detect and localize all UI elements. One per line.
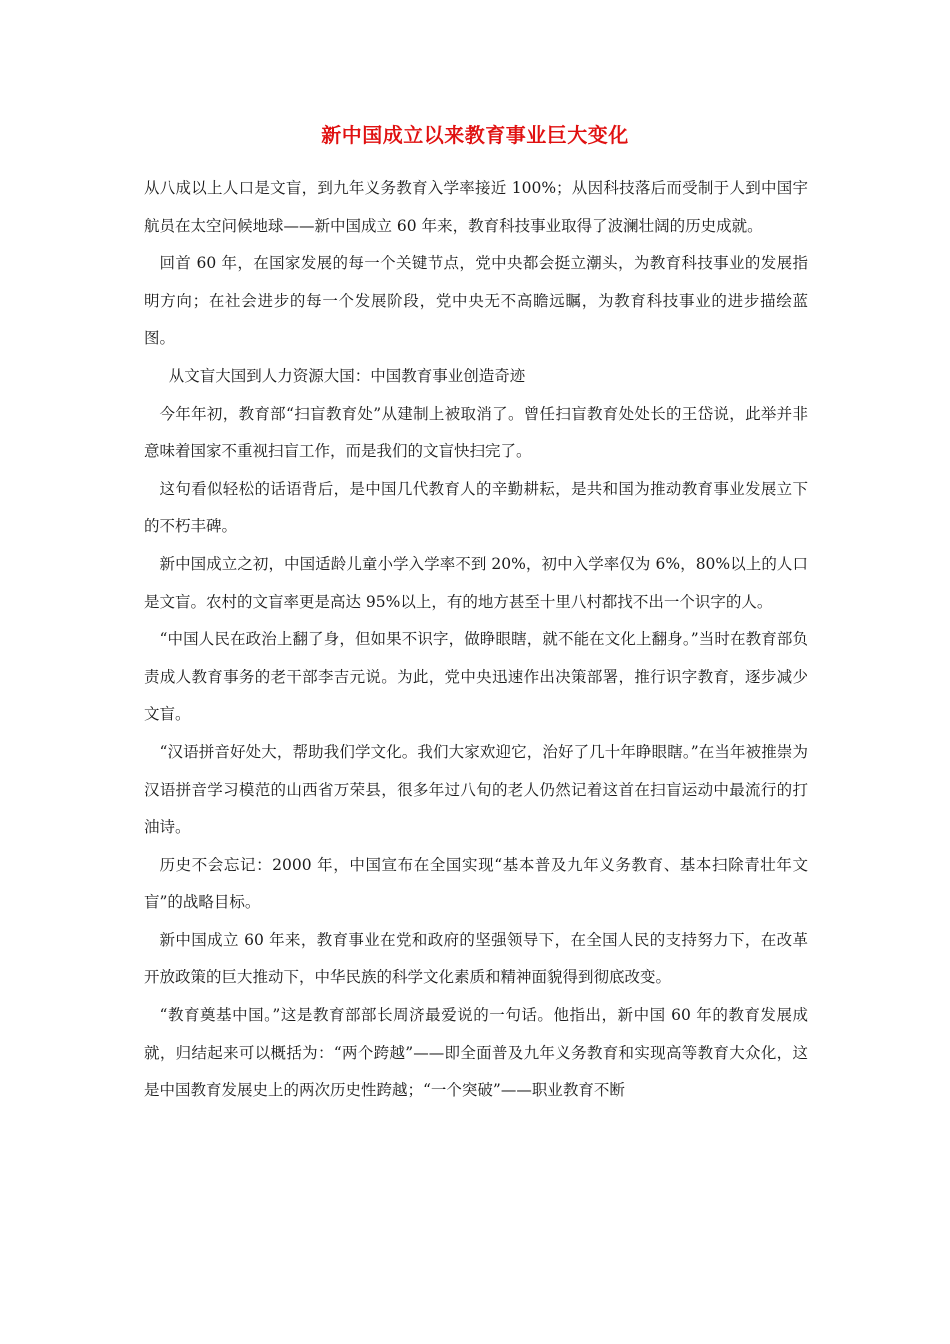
section-subheading: 从文盲大国到人力资源大国：中国教育事业创造奇迹 — [168, 366, 526, 385]
paragraph-behind-words: 这句看似轻松的话语背后，是中国几代教育人的辛勤耕耘，是共和国为推动教育事业发展立下的不朽丰碑。 — [144, 479, 808, 536]
paragraph-history-2000: 历史不会忘记：2000 年，中国宣布在全国实现“基本普及九年义务教育、基本扫除青壮年文盲”的战略目标。 — [144, 855, 808, 912]
paragraph-founding-stats: 新中国成立之初，中国适龄儿童小学入学率不到 20%，初中入学率仅为 6%，80%以上的人口是文盲。农村的文盲率更是高达 95%以上，有的地方甚至十里八村都找不出一个识字的人。 — [144, 554, 808, 611]
paragraph-intro: 从八成以上人口是文盲，到九年义务教育入学率接近 100%；从因科技落后而受制于人到中国宇航员在太空问候地球——新中国成立 60 年来，教育科技事业取得了波澜壮阔的历史成就。 — [144, 179, 808, 235]
paragraph-education-foundation: “教育奠基中国。”这是教育部部长周济最爱说的一句话。他指出，新中国 60 年的教育发展成就，归结起来可以概括为：“两个跨越”——即全面普及九年义务教育和实现高等教育大众化，这是中国教育发展史上的两次历史性跨越；“一个突破”——职业教育不断 — [144, 1006, 808, 1100]
paragraph-quote-politics: “中国人民在政治上翻了身，但如果不识字，做睁眼瞎，就不能在文化上翻身。”当时在教育部负责成人教育事务的老干部李吉元说。为此，党中央迅速作出决策部署，推行识字教育，逐步减少文盲。 — [144, 630, 808, 724]
paragraph-literacy-office: 今年年初，教育部“扫盲教育处”从建制上被取消了。曾任扫盲教育处处长的王岱说，此举并非意味着国家不重视扫盲工作，而是我们的文盲快扫完了。 — [144, 404, 808, 461]
paragraph-review: 回首 60 年，在国家发展的每一个关键节点，党中央都会挺立潮头，为教育科技事业的发展指明方向；在社会进步的每一个发展阶段，党中央无不高瞻远瞩，为教育科技事业的进步描绘蓝图。 — [144, 254, 808, 348]
document-title: 新中国成立以来教育事业巨大变化 — [321, 123, 629, 147]
paragraph-sixty-years: 新中国成立 60 年来，教育事业在党和政府的坚强领导下，在全国人民的支持努力下，在改革开放政策的巨大推动下，中华民族的科学文化素质和精神面貌得到彻底改变。 — [144, 930, 808, 987]
document-body — [144, 170, 808, 1110]
paragraph-quote-pinyin: “汉语拼音好处大，帮助我们学文化。我们大家欢迎它，治好了几十年睁眼瞎。”在当年被推崇为汉语拼音学习模范的山西省万荣县，很多年过八旬的老人仍然记着这首在扫盲运动中最流行的打油诗。 — [144, 742, 808, 837]
